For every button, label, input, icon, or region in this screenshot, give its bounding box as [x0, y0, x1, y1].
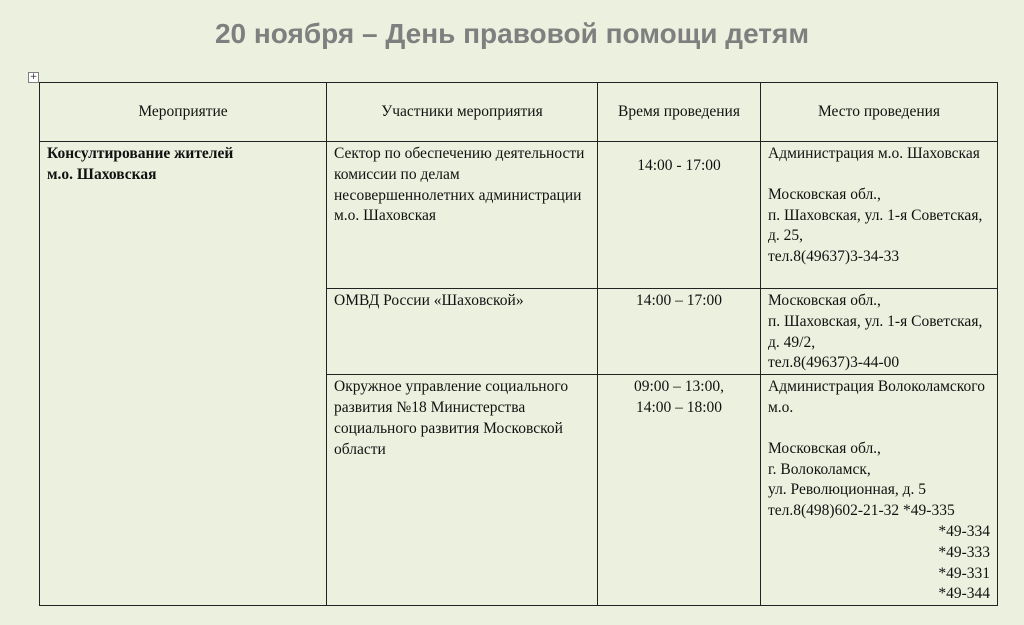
place-address: Московская обл., п. Шаховская, ул. 1-я Советская, д. 25, тел.8(49637)3-34-33	[768, 185, 983, 266]
header-time: Время проведения	[598, 83, 761, 142]
place-address: Московская обл., г. Волоколамск, ул. Революционная, д. 5 тел.8(498)602-21-32 *49-335	[768, 439, 955, 520]
place-org: Администрация Волоколамского м.о.	[768, 378, 986, 416]
participants-cell: Окружное управление социального развития №18 Министерства социального развития Московской области	[327, 375, 598, 606]
header-place: Место проведения	[761, 83, 998, 142]
place-spacer	[768, 419, 990, 439]
time-cell: 09:00 – 13:00, 14:00 – 18:00	[598, 375, 761, 606]
phone-extension: *49-333	[938, 543, 990, 561]
place-spacer	[768, 165, 990, 185]
header-participants: Участники мероприятия	[327, 83, 598, 142]
phone-extension: *49-344	[938, 585, 990, 603]
table-header-row	[40, 83, 998, 142]
time-cell	[598, 142, 761, 289]
time-cell: 14:00 – 17:00	[598, 289, 761, 375]
place-address: Московская обл., п. Шаховская, ул. 1-я Советская, д. 49/2, тел.8(49637)3-44-00	[761, 289, 998, 375]
time-text: 14:00 - 17:00	[637, 157, 721, 174]
page-title: 20 ноября – День правовой помощи детям	[214, 18, 810, 49]
phone-extension: *49-334	[938, 522, 990, 540]
events-table	[39, 82, 998, 606]
phone-extension: *49-331	[938, 564, 990, 582]
place-org: Администрация м.о. Шаховская	[768, 145, 980, 162]
place-cell	[761, 375, 998, 606]
header-event: Мероприятие	[40, 83, 327, 142]
place-cell	[761, 142, 998, 289]
table-move-handle-icon[interactable]: +	[29, 72, 38, 82]
event-cell: Консултирование жителей м.о. Шаховская	[40, 142, 327, 606]
participants-cell: Сектор по обеспечению деятельности комиссии по делам несовершеннолетних администрации м.о. Шаховская	[327, 142, 598, 289]
table-row	[40, 142, 998, 289]
participants-cell: ОМВД России «Шаховской»	[327, 289, 598, 375]
